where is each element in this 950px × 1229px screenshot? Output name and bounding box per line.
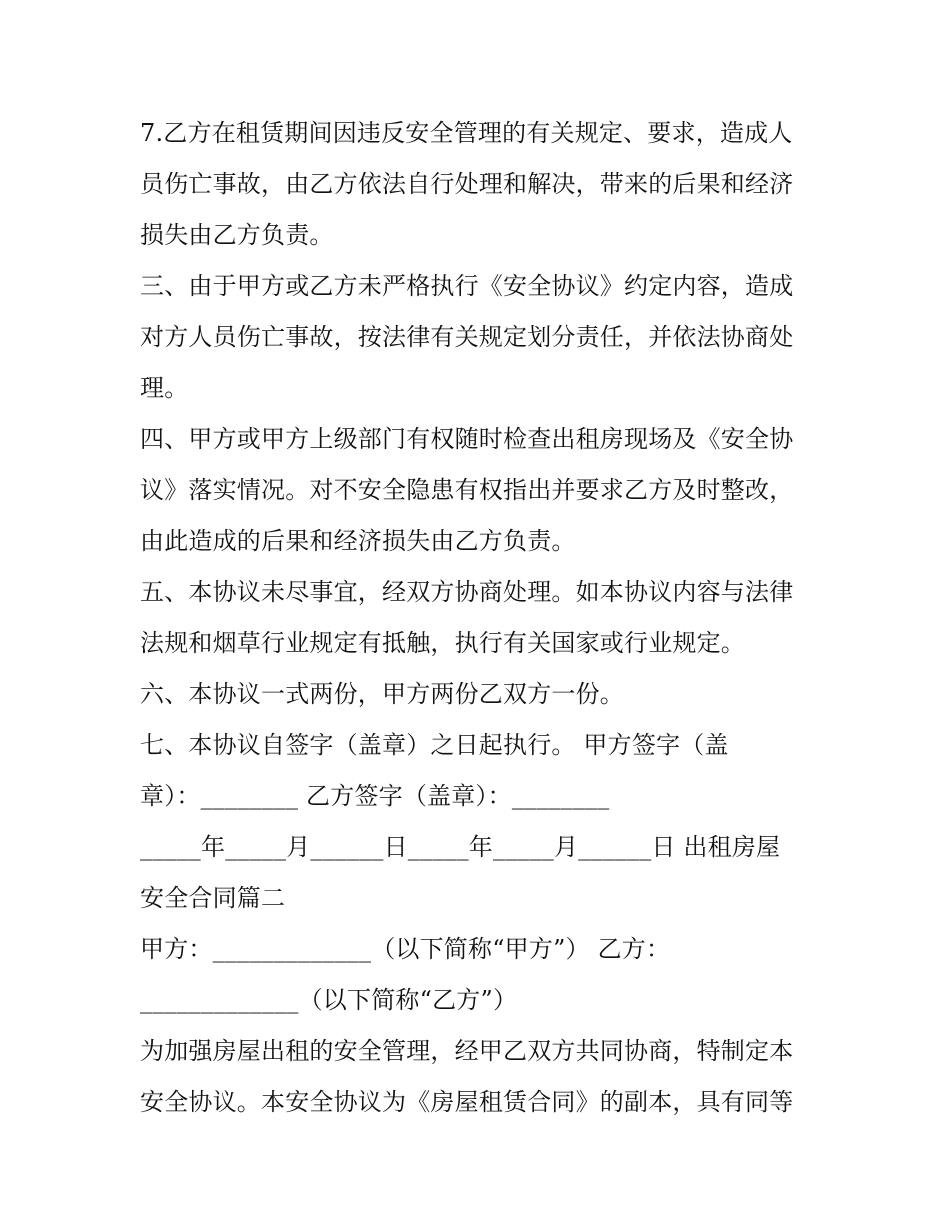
- text-line: 章）：________ 乙方签字（盖章）：________: [140, 782, 610, 810]
- text-line: 五、本协议未尽事宜，经双方协商处理。如本协议内容与法律: [140, 578, 794, 606]
- text-line: 为加强房屋出租的安全管理，经甲乙双方共同协商，特制定本: [140, 1037, 794, 1065]
- text-line: 七、本协议自签字（盖章）之日起执行。 甲方签字（盖: [140, 731, 729, 759]
- text-line: 对方人员伤亡事故，按法律有关规定划分责任，并依法协商处: [140, 323, 794, 351]
- text-line: 四、甲方或甲方上级部门有权随时检查出租房现场及《安全协: [140, 425, 794, 453]
- text-line: 7.乙方在租赁期间因违反安全管理的有关规定、要求，造成人: [140, 119, 793, 147]
- text-line: _____________（以下简称“乙方”）: [140, 986, 518, 1014]
- text-line: 六、本协议一式两份，甲方两份乙双方一份。: [140, 680, 624, 708]
- text-line: 员伤亡事故，由乙方依法自行处理和解决，带来的后果和经济: [140, 170, 794, 198]
- section-title: 安全合同篇二: [140, 884, 286, 912]
- document-body: [140, 108, 830, 1128]
- text-line: 由此造成的后果和经济损失由乙方负责。: [140, 527, 576, 555]
- text-line: 法规和烟草行业规定有抵触，执行有关国家或行业规定。: [140, 629, 745, 657]
- text-line: 安全协议。本安全协议为《房屋租赁合同》的副本，具有同等: [140, 1088, 794, 1116]
- text-line: _____年_____月______日_____年_____月______日 出租房屋: [140, 833, 781, 861]
- text-line: 议》落实情况。对不安全隐患有权指出并要求乙方及时整改，: [140, 476, 794, 504]
- text-line: 甲方：_____________（以下简称“甲方”） 乙方：: [140, 935, 671, 963]
- text-line: 三、由于甲方或乙方未严格执行《安全协议》约定内容，造成: [140, 272, 794, 300]
- text-line: 损失由乙方负责。: [140, 221, 334, 249]
- text-line: 理。: [140, 374, 189, 402]
